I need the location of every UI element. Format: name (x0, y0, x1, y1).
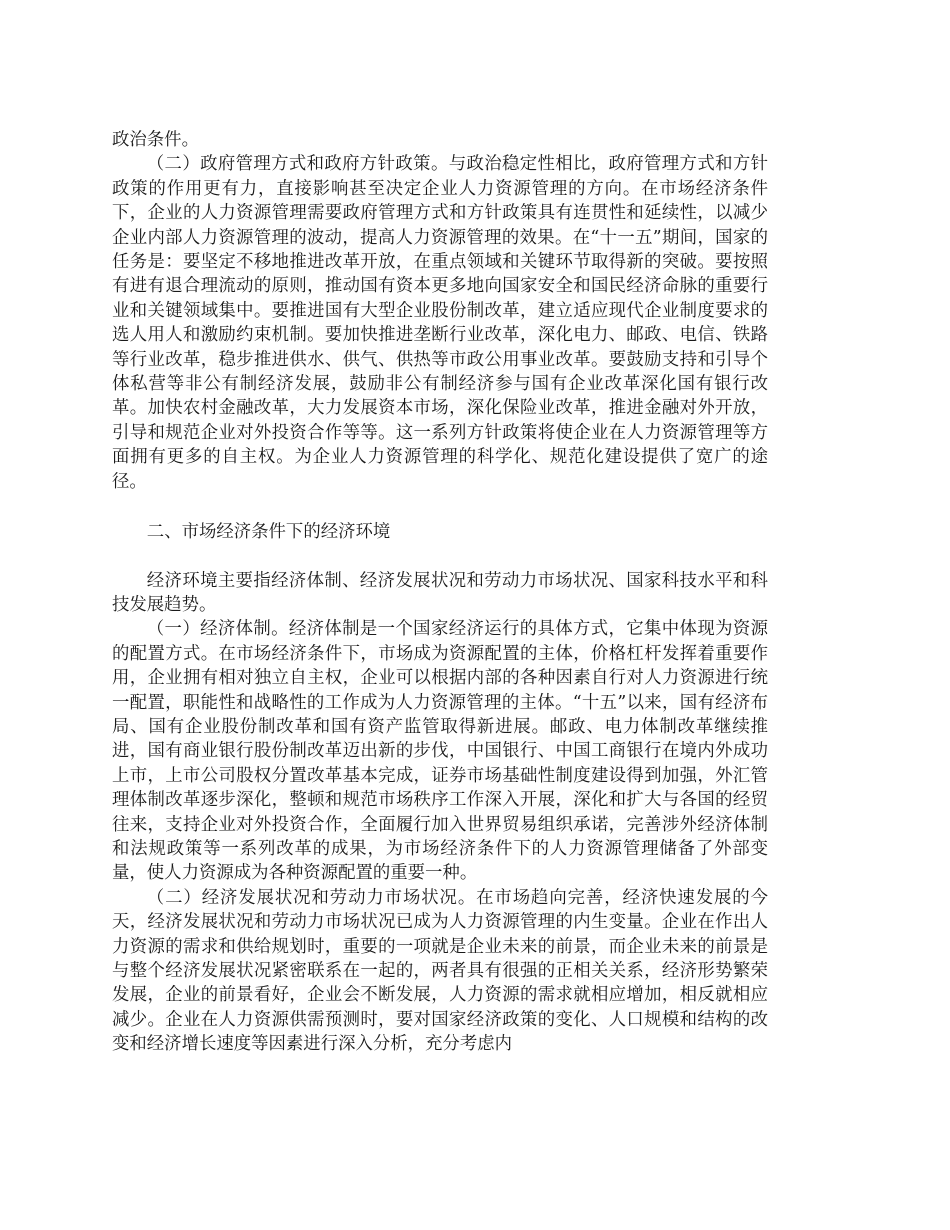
document-page (112, 128, 768, 1057)
section-heading-economic-environment: 二、市场经济条件下的经济环境 (146, 522, 391, 543)
paragraph-economic-environment-intro: 经济环境主要指经济体制、经济发展状况和劳动力市场状况、国家科技水平和科技发展趋势。 (112, 570, 768, 615)
paragraph-economic-development-labor-market: （二）经济发展状况和劳动力市场状况。在市场趋向完善，经济快速发展的今天，经济发展状况和劳动力市场状况已成为人力资源管理的内生变量。企业在作出人力资源的需求和供给规划时，重要的一项就是企业未来的前景，而企业未来的前景是与整个经济发展状况紧密联系在一起的，两者具有很强的正相关关系，经济形势繁荣发展，企业的前景看好，企业会不断发展，人力资源的需求就相应增加，相反就相应减少。企业在人力资源供需预测时，要对国家经济政策的变化、人口规模和结构的改变和经济增长速度等因素进行深入分析，充分考虑内 (112, 887, 768, 1055)
paragraph-economic-system: （一）经济体制。经济体制是一个国家经济运行的具体方式，它集中体现为资源的配置方式。在市场经济条件下，市场成为资源配置的主体，价格杠杆发挥着重要作用，企业拥有相对独立自主权，企业可以根据内部的各种因素自行对人力资源进行统一配置，职能性和战略性的工作成为人力资源管理的主体。“十五”以来，国有经济布局、国有企业股份制改革和国有资产监管取得新进展。邮政、电力体制改革继续推进，国有商业银行股份制改革迈出新的步伐，中国银行、中国工商银行在境内外成功上市，上市公司股权分置改革基本完成，证券市场基础性制度建设得到加强，外汇管理体制改革逐步深化，整顿和规范市场秩序工作深入开展，深化和扩大与各国的经贸往来，支持企业对外投资合作，全面履行加入世界贸易组织承诺，完善涉外经济体制和法规政策等一系列改革的成果，为市场经济条件下的人力资源管理储备了外部变量，使人力资源成为各种资源配置的重要一种。 (112, 619, 768, 884)
paragraph-government-policy: （二）政府管理方式和政府方针政策。与政治稳定性相比，政府管理方式和方针政策的作用更有力，直接影响甚至决定企业人力资源管理的方向。在市场经济条件下，企业的人力资源管理需要政府管理方式和方针政策具有连贯性和延续性，以减少企业内部人力资源管理的波动，提高人力资源管理的效果。在“十一五”期间，国家的任务是：要坚定不移地推进改革开放，在重点领域和关键环节取得新的突破。要按照有进有退合理流动的原则，推动国有资本更多地向国家安全和国民经济命脉的重要行业和关键领域集中。要推进国有大型企业股份制改革，建立适应现代企业制度要求的选人用人和激励约束机制。要加快推进垄断行业改革，深化电力、邮政、电信、铁路等行业改革，稳步推进供水、供气、供热等市政公用事业改革。要鼓励支持和引导个体私营等非公有制经济发展，鼓励非公有制经济参与国有企业改革深化国有银行改革。加快农村金融改革，大力发展资本市场，深化保险业改革，推进金融对外开放，引导和规范企业对外投资合作等等。这一系列方针政策将使企业在人力资源管理等方面拥有更多的自主权。为企业人力资源管理的科学化、规范化建设提供了宽广的途径。 (112, 154, 768, 492)
paragraph-continuation: 政治条件。 (112, 130, 199, 150)
